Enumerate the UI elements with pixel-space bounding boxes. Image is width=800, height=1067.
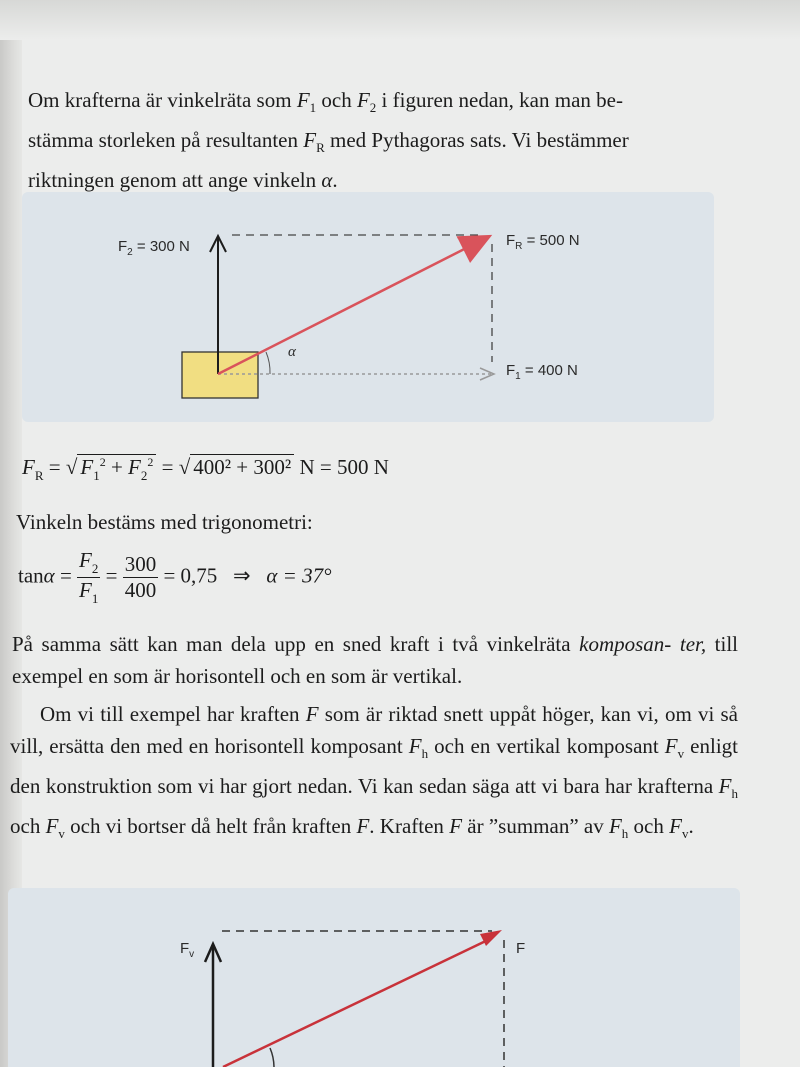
value-ratio: $\frac{300}{400}$ [124,552,157,602]
sqrt-numeric: 400² + 300² [190,454,294,479]
force-diagram [22,192,714,422]
force-ratio: $\frac{F_2}{F_1}$ [79,548,99,606]
decomposition-paragraph: Om vi till exempel har kraften F som är riktad snett uppåt höger, kan vi, om vi så vill, ersätta den med en horisontell komposant $F_h$ och en vertikal komposant $F_v$ enligt den konstruktion som vi har gjort nedan. Vi kan sedan säga att vi bara har krafterna $F_h$ och $F_v$ och vi bortser då helt från kraften F. Kraften F är ”summan” av $F_h$ och $F_v$. [10,702,738,841]
top-shade [0,0,800,40]
pythagoras-equation: $F_R$ = √ $F_1^2 + F_2^2$ = √ 400² + 300² N = 500 N [22,455,389,483]
decomposition-diagram-panel [8,888,740,1067]
angle-arc [270,1048,274,1067]
f1-label: $F_1 = 400$ N [506,362,578,382]
alpha-label: α [288,344,296,360]
f2-label: $F_2 = 300$ N [118,238,190,258]
intro-line-3: riktningen genom att ange vinkeln α. [28,168,338,192]
f-label: F [516,940,526,957]
components-paragraph: På samma sätt kan man dela upp en sned kraft i två vinkelräta komposan- ter, till exempel en som är horisontell och en som är vertikal. [12,632,738,688]
intro-paragraph [28,84,718,196]
force-diagram-panel [22,192,714,422]
f-arrowhead [480,930,502,946]
intro-line-1: Om krafterna är vinkelräta som $F_1$ och $F_2$ i figuren nedan, kan man be- [28,88,623,115]
fr-label: $F_R = 500$ N [506,232,580,252]
sqrt-symbolic: $F_1^2 + F_2^2$ [77,454,156,479]
tangent-equation: tanα = $\frac{F_2}{F_1}$ = $\frac{300}{400}$ = 0,75 ⇒ α = 37° [18,548,332,606]
resultant-vector [218,236,490,374]
fv-label: $F_v$ [180,940,195,960]
f-vector [223,938,492,1067]
trig-heading: Vinkeln bestäms med trigonometri: [16,510,313,534]
angle-arc [266,352,270,374]
intro-line-2: stämma storleken på resultanten $F_R$ med Pythagoras sats. Vi bestämmer [28,128,629,155]
decomposition-diagram [8,888,740,1067]
